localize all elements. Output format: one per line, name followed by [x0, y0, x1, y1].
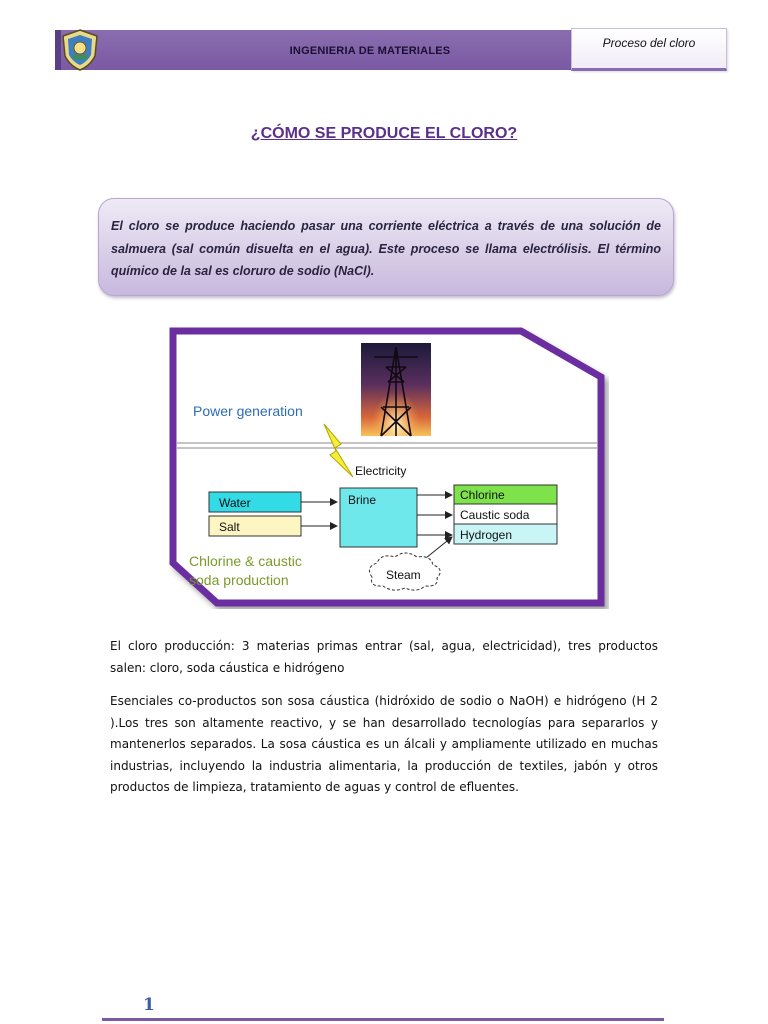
power-generation-label: Power generation	[193, 403, 303, 419]
page-number: 1	[143, 995, 155, 1015]
input-water: Water	[219, 496, 251, 510]
power-tower-photo	[361, 343, 431, 436]
process-diagram	[169, 327, 609, 609]
section-tab	[571, 28, 727, 71]
output-chlorine: Chlorine	[460, 488, 505, 502]
intro-callout	[98, 198, 674, 296]
process-brine: Brine	[348, 493, 377, 507]
footer-rule	[102, 1018, 664, 1021]
university-logo	[60, 28, 100, 72]
header-title: INGENIERIA DE MATERIALES	[289, 45, 451, 57]
byproduct-steam: Steam	[386, 568, 421, 582]
section-tab-label: Proceso del cloro	[602, 36, 696, 50]
output-caustic-soda: Caustic soda	[460, 508, 530, 522]
chlorine-caustic-label-line2: soda production	[189, 572, 289, 588]
intro-callout-text: El cloro se produce haciendo pasar una corriente eléctrica a través de una solución de salmuera (sal común disuelta en el agua). Este proceso se llama electrólisis. El término químico de la sal es cloruro de sodio (NaCl).	[111, 219, 661, 278]
page-title: ¿CÓMO SE PRODUCE EL CLORO?	[250, 125, 518, 142]
paragraph-raw-materials: El cloro producción: 3 materias primas entrar (sal, agua, electricidad), tres productos salen: cloro, soda cáustica e hidrógeno	[110, 639, 658, 675]
chlorine-caustic-label-line1: Chlorine & caustic	[189, 553, 302, 569]
input-salt: Salt	[219, 520, 240, 534]
electricity-label: Electricity	[355, 464, 407, 478]
paragraph-co-products: Esenciales co-productos son sosa cáustica (hidróxido de sodio o NaOH) e hidrógeno (H 2 ).Los tres son altamente reactivo, y se han desarrollado tecnologías para separarlos y mantenerlos separados. La sosa cáustica es un álcali y ampliamente utilizado en muchas industrias, incluyendo la industria alimentaria, la producción de textiles, jabón y otros productos de limpieza, tratamiento de aguas y control de efluentes.	[110, 694, 658, 794]
output-hydrogen: Hydrogen	[460, 528, 513, 542]
